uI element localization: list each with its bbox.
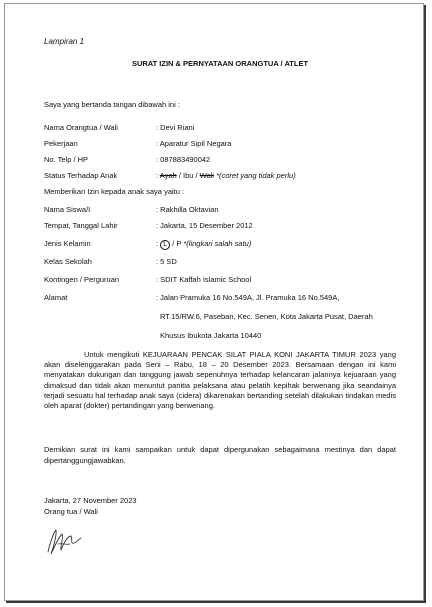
field-value: : SDIT Kaffah Islamic School — [156, 275, 252, 284]
address-line-1: : Jalan Pramuka 16 No.549A, Jl. Pramuka 16 No.549A, — [156, 293, 340, 302]
signature-image — [44, 524, 84, 558]
address-line-3: Khusus Ibukota Jakarta 10440 — [160, 331, 262, 340]
status-note: *(coret yang tidak perlu) — [213, 171, 296, 180]
field-birth — [44, 221, 396, 230]
field-occupation — [44, 139, 396, 148]
field-value: : Rakhilla Oktavian — [156, 205, 219, 214]
field-label: Tempat, Tanggal Lahir — [44, 221, 118, 230]
closing-paragraph-text: Demikian surat ini kami sampaikan untuk dapat dipergunakan sebagaimana mestinya dan dapat dipertanggungjawabkan. — [44, 445, 396, 465]
field-value: : Devi Riani — [156, 123, 195, 132]
gender-circled-option: L — [160, 240, 170, 250]
signer-role: Orang tua / Wali — [44, 507, 98, 516]
field-student-name — [44, 205, 396, 214]
field-label: Kontingen / Perguruan — [44, 275, 120, 284]
intro-parent: Saya yang bertanda tangan dibawah ini : — [44, 100, 180, 109]
field-value: : 5 SD — [156, 257, 177, 266]
gender-prefix: : — [156, 239, 161, 248]
field-value — [156, 171, 396, 180]
field-label: Pekerjaan — [44, 139, 78, 148]
field-label: Status Terhadap Anak — [44, 171, 118, 180]
gender-rest: / P — [170, 239, 184, 248]
field-contingent — [44, 275, 396, 284]
annex-label: Lampiran 1 — [44, 37, 85, 46]
gender-note: *(lingkari salah satu) — [183, 239, 252, 248]
letter-title: SURAT IZIN & PERNYATAAN ORANGTUA / ATLET — [131, 59, 309, 68]
closing-paragraph — [44, 445, 396, 466]
field-label: Jenis Kelamin — [44, 239, 91, 248]
field-label: Nama Orangtua / Wali — [44, 123, 118, 132]
intro-child: Memberikan Izin kepada anak saya yaitu : — [44, 187, 185, 196]
place-date: Jakarta, 27 November 2023 — [44, 496, 137, 505]
document-frame — [4, 3, 424, 601]
field-label: Kelas Sekolah — [44, 257, 92, 266]
field-parent-name — [44, 123, 396, 132]
address-line-2: RT.15/RW.6, Paseban, Kec. Senen, Kota Jakarta Pusat, Daerah — [160, 312, 373, 321]
body-paragraph-text: Untuk mengikuti KEJUARAAN PENCAK SILAT PIALA KONI JAKARTA TIMUR 2023 yang akan diselenggarakan pada Seni – Rabu, 18 – 20 Desember 2023. Bersamaan dengan ini kami menyatakan dukungan dan tanggung jawab sepenuhnya terhadap kelancaran jalannya kejuaraan yang dimaksud dan tidak akan menuntut panitia pelaksana atau pelatih kepihak berwenang jika seandainya terjadi sesuatu hal terhadap anak saya (cidera) dikarenakan bertanding setelah dilakukan tindakan medis oleh aparat (dokter) pertandingan yang berwenang. — [44, 350, 396, 410]
body-paragraph — [44, 350, 396, 411]
field-label: Alamat — [44, 293, 68, 302]
field-class — [44, 257, 396, 266]
status-separator: / Ibu / — [176, 171, 200, 180]
field-value: : Jakarta, 15 Desember 2012 — [156, 221, 253, 230]
field-value: : 087883490042 — [156, 155, 211, 164]
status-option-wali: Wali — [199, 171, 214, 180]
field-label: No. Telp / HP — [44, 155, 89, 164]
field-gender — [44, 239, 396, 250]
status-prefix: : — [156, 171, 160, 180]
field-value: : Aparatur Sipil Negara — [156, 139, 232, 148]
field-address — [44, 293, 396, 302]
field-status — [44, 171, 396, 180]
field-value — [156, 239, 396, 250]
status-option-ayah: Ayah — [159, 171, 177, 180]
field-label: Nama Siswa/I — [44, 205, 91, 214]
field-phone — [44, 155, 396, 164]
